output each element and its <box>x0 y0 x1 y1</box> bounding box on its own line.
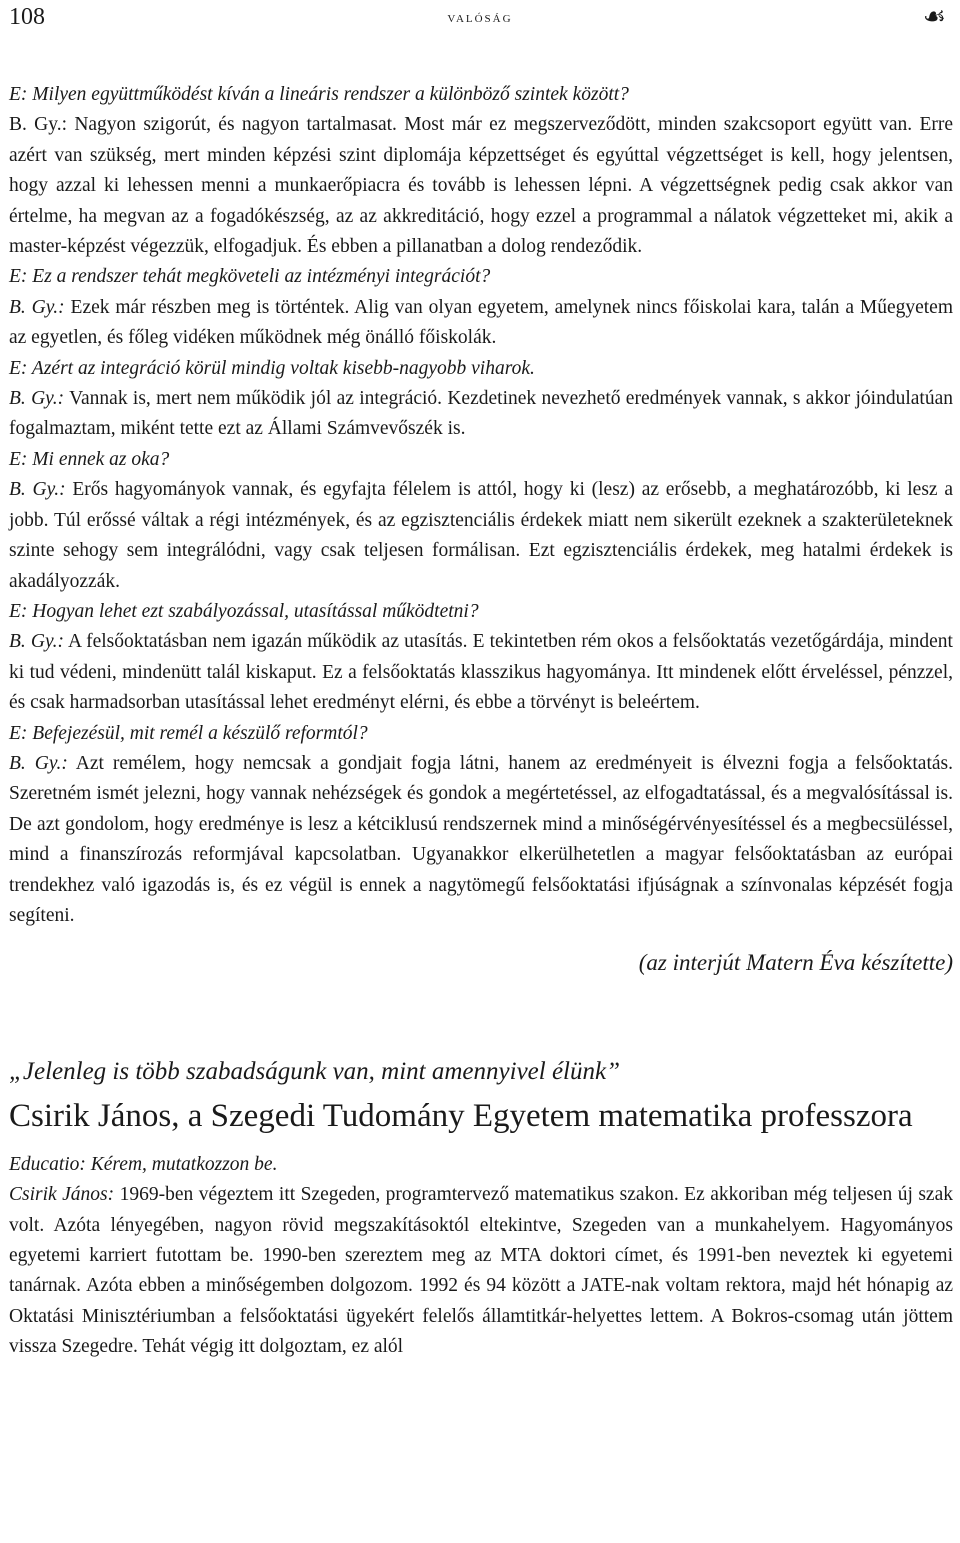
answer-paragraph <box>9 627 953 718</box>
page-body <box>9 80 953 1363</box>
answer-paragraph <box>9 384 953 445</box>
question-text: E: Mi ennek az oka? <box>9 448 170 470</box>
page-header <box>0 0 960 36</box>
question-text: E: Befejezésül, mit remél a készülő reformtól? <box>9 722 368 744</box>
speaker-label: B. Gy.: <box>9 296 65 318</box>
answer-text: Erős hagyományok vannak, és egyfajta félelem is attól, hogy ki (lesz) az erősebb, a meghatározóbb, ki lesz a jobb. Túl erőssé váltak a régi intézmények, és az egzisztenciális érdekek miatt nem sikerült ezeknek a szakterületeknek szinte sehogy sem integrálódni, vagy csak teljesen formálisan. Ezt egzisztenciális érdekek, meg hatalmi érdekek is akadályozzák. <box>9 479 953 592</box>
answer-text: Azt remélem, hogy nemcsak a gondjait fogja látni, hanem az eredményeit is élvezni fogja a felsőoktatás. Szeretném ismét jelezni, hogy vannak nehézségek és gondok a megértetéssel, az elfogadtatással, és a megvalósítással is. De azt gondolom, hogy eredménye is lesz a kétciklusú rendszernek mind a minőségérvényesítéssel és a megbecsüléssel, mind a finanszírozás reformjával kapcsolatban. Ugyanakkor elkerülhetetlen a magyar felsőoktatásban az európai trendekhez való igazodás is, és ez végül is ennek a nagytömegű felsőoktatási ifjúságnak a színvonalas képzését fogja segíteni. <box>9 752 953 926</box>
question-text: E: Hogyan lehet ezt szabályozással, utasítással működtetni? <box>9 600 479 622</box>
answer-text: Ezek már részben meg is történtek. Alig van olyan egyetem, amelynek nincs főiskolai kara, talán a Műegyetem az egyetlen, és főleg vidéken működnek még önálló főiskolák. <box>9 296 953 349</box>
fleuron-icon: ☙ <box>922 2 946 31</box>
answer-paragraph <box>9 749 953 931</box>
answer-text: Vannak is, mert nem működik jól az integráció. Kezdetinek nevezhető eredmények vannak, s akkor jóindulatúan fogalmaztam, miként tette ezt az Állami Számvevőszék is. <box>9 388 953 440</box>
question-paragraph <box>9 354 953 384</box>
question-paragraph <box>9 597 953 627</box>
answer-paragraph <box>9 293 953 354</box>
answer-text: A felsőoktatásban nem igazán működik az utasítás. E tekintetben rém okos a felsőoktatás vezetőgárdája, mindent ki tud védeni, mindenütt talál kiskaput. Ez a felsőoktatás klasszikus hagyománya. Itt mindenek előtt érveléssel, pénzzel, és csak harmadsorban utasítással lehet eredményt elérni, és ebbe a törvényt is beleértem. <box>9 631 953 714</box>
answer-paragraph <box>9 1180 953 1362</box>
speaker-label: B. Gy.: <box>9 752 68 774</box>
answer-text: Nagyon szigorút, és nagyon tartalmasat. Most már ez megszerveződött, minden szakcsoport együtt van. Erre azért van szükség, mert minden képzési szint diplomája képzettséget és egyúttal végzettséget is kell, hogy jelentsen, hogy azzal ki lehessen menni a munkaerőpiacra és tovább is lehessen lépni. A végzettségnek pedig csak akkor van értelme, ha megvan az a fogadókészség, az az akkreditáció, hogy ezzel a programmal a nálatok végzetteket mi, akik a master-képzést végezzük, elfogadjuk. És ebben a pillanatban a dolog rendeződik. <box>9 114 954 258</box>
interview-credit: (az interjút Matern Éva készítette) <box>638 950 953 976</box>
answer-text: 1969-ben végeztem itt Szegeden, programtervező matematikus szakon. Ez akkoriban még teljesen új szak volt. Azóta lényegében, nagyon rövid megszakításoktól eltekintve, Szegeden van a munkahelyem. Hagyományos egyetemi karriert futottam be. 1990-ben szereztem meg az MTA doktori címet, és 1991-ben neveztek ki egyetemi tanárnak. Azóta ebben a minőségemben dolgozom. 1992 és 94 között a JATE-nak voltam rektora, majd hét hónapig az Oktatási Minisztériumban a felsőoktatási ügyekért felelős államtitkár-helyettes lettem. A Bokros-csomag után jöttem vissza Szegedre. Tehát végig itt dolgoztam, ez alól <box>9 1184 953 1358</box>
speaker-label: Csirik János: <box>9 1184 115 1206</box>
speaker-label: B. Gy.: <box>9 479 66 501</box>
question-text: E: Milyen együttműködést kíván a lineáris rendszer a különböző szintek között? <box>9 84 629 105</box>
speaker-label: B. Gy.: <box>9 631 64 653</box>
question-paragraph <box>9 80 953 110</box>
speaker-label: B. Gy.: <box>9 114 68 136</box>
page-number: 108 <box>9 4 45 30</box>
interviewer-prompt: Educatio: Kérem, mutatkozzon be. <box>9 1153 278 1175</box>
question-text: E: Azért az integráció körül mindig voltak kisebb-nagyobb viharok. <box>9 357 535 379</box>
speaker-label: B. Gy.: <box>9 388 65 410</box>
article-heading: Csirik János, a Szegedi Tudomány Egyetem matematika professzora <box>9 1097 913 1134</box>
answer-paragraph <box>9 110 953 262</box>
running-title: valóság <box>447 9 513 26</box>
article-quote-title: „Jelenleg is több szabadságunk van, mint amennyivel élünk” <box>9 1057 620 1085</box>
question-paragraph <box>9 445 953 475</box>
answer-paragraph <box>9 475 953 597</box>
question-text: E: Ez a rendszer tehát megköveteli az intézményi integrációt? <box>9 266 491 288</box>
question-paragraph <box>9 262 953 292</box>
question-paragraph <box>9 719 953 749</box>
